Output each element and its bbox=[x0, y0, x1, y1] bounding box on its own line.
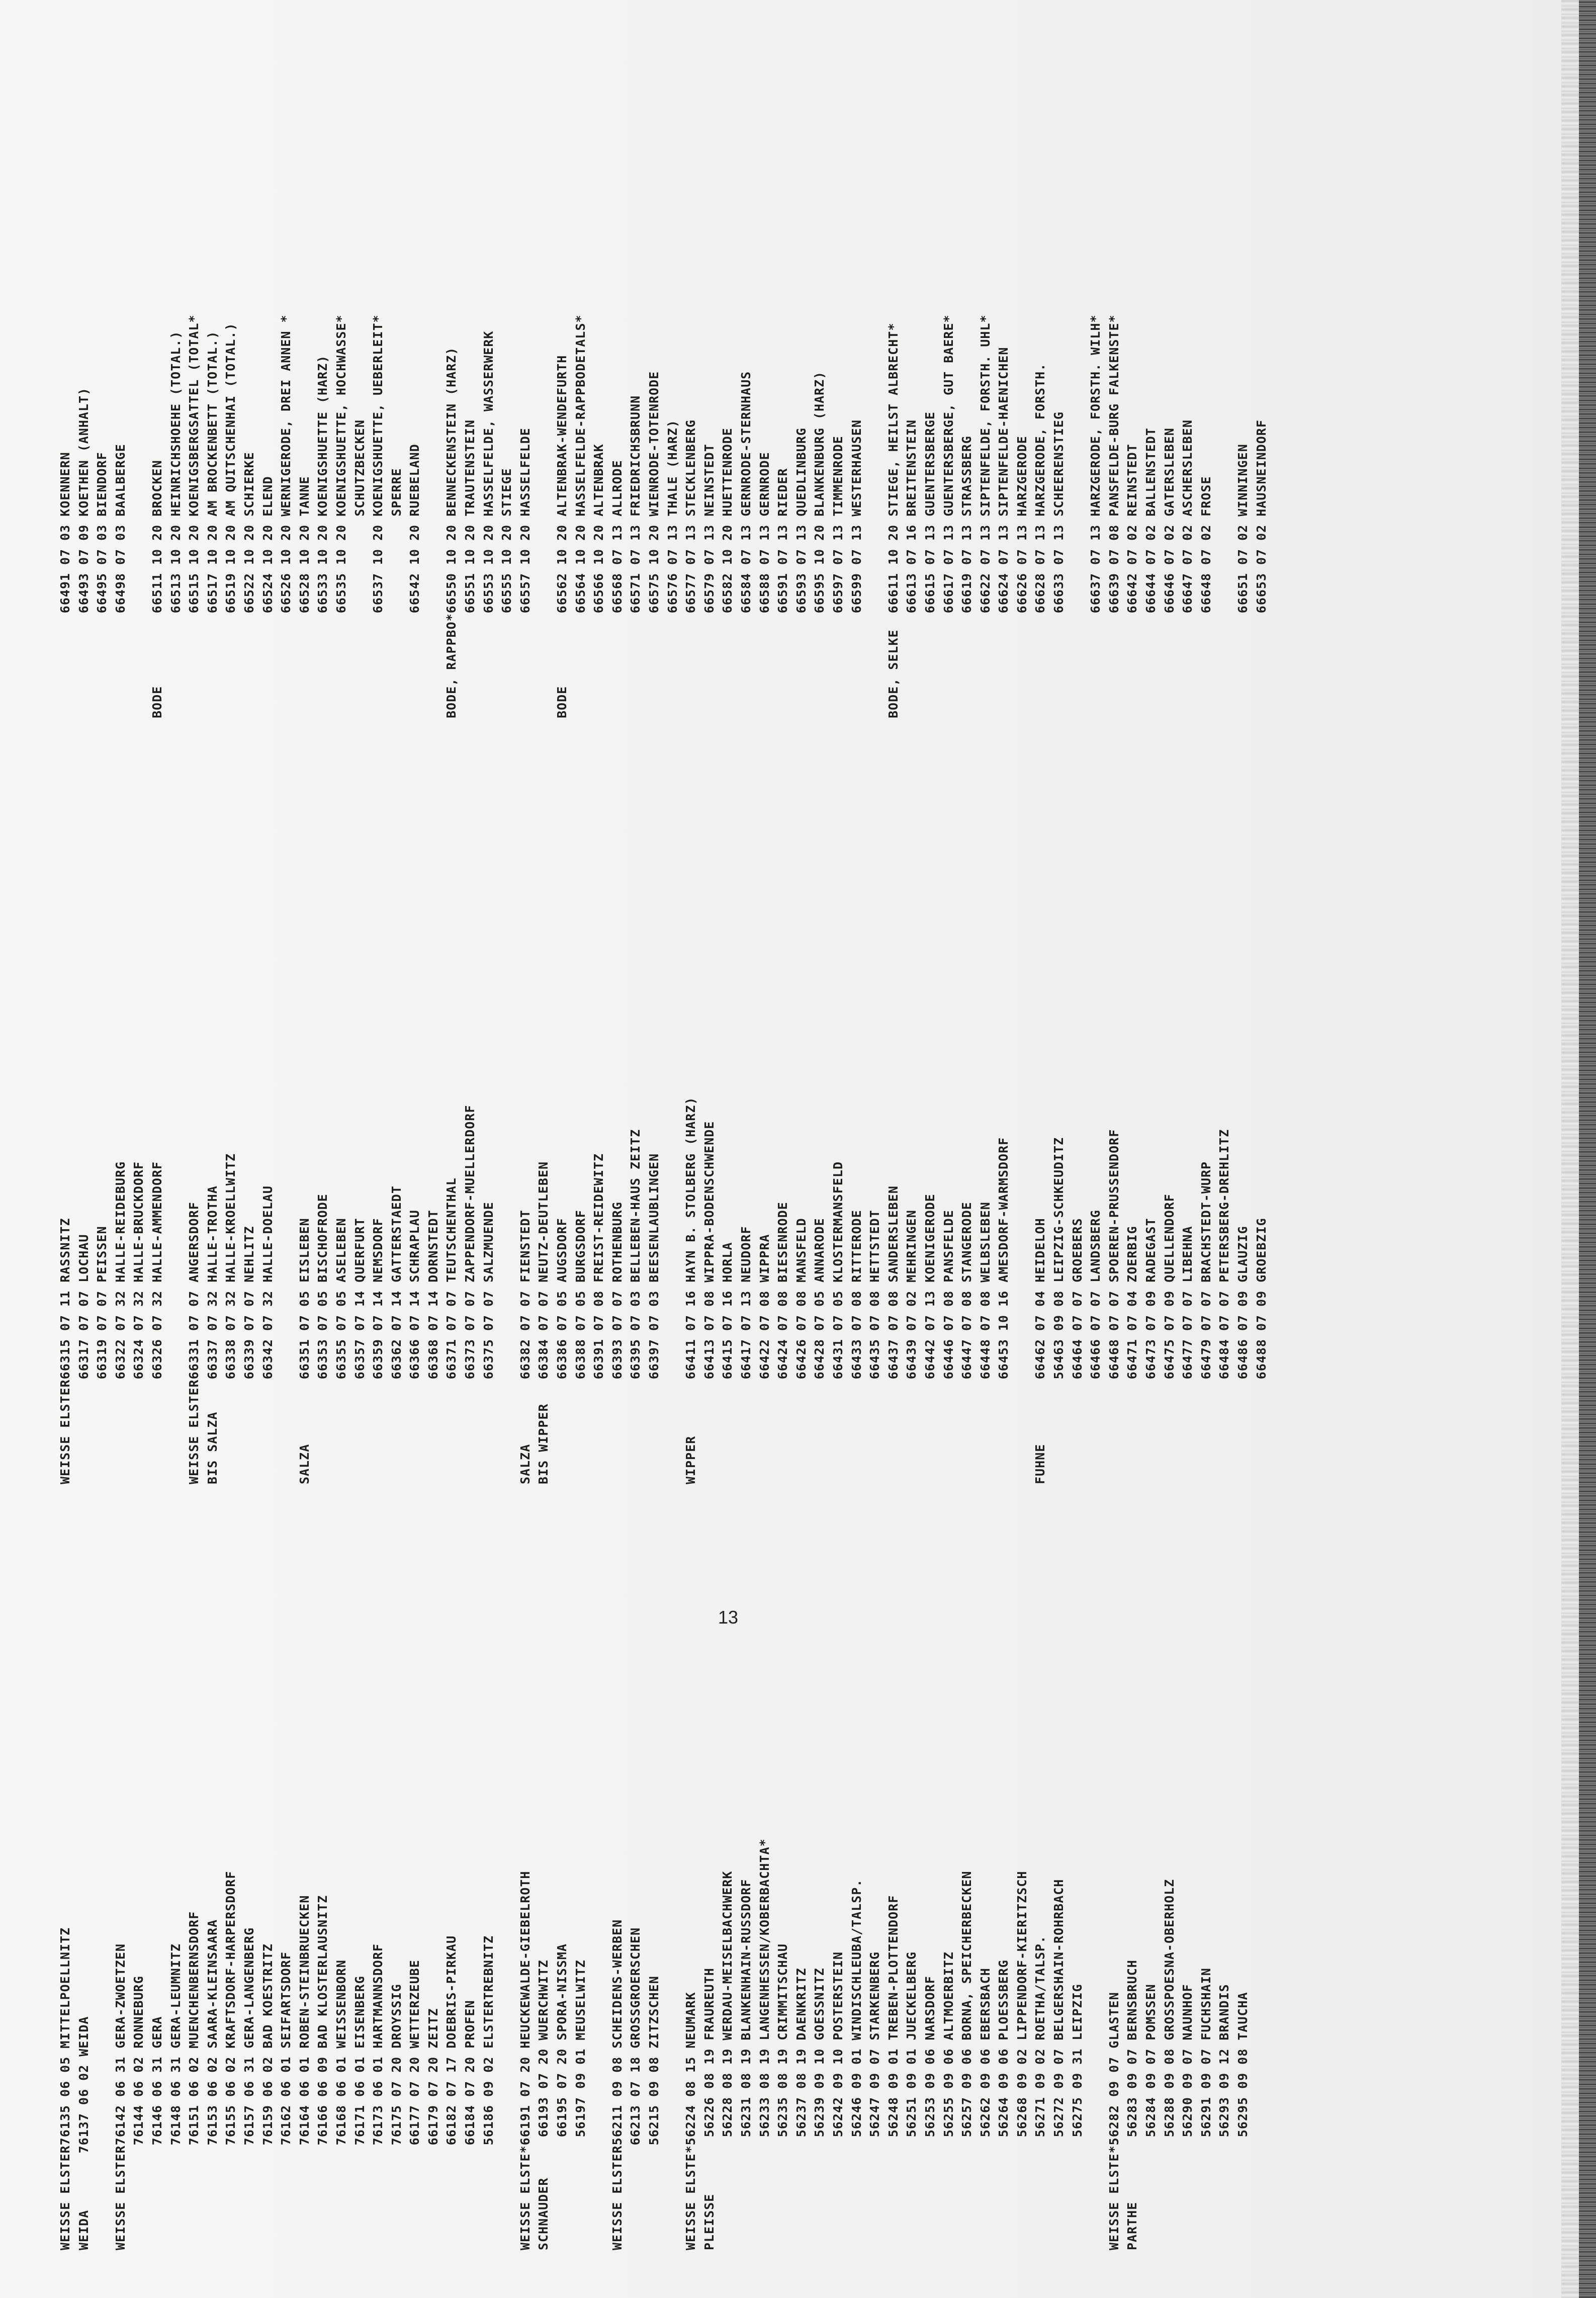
page-number: 13 bbox=[718, 1607, 739, 1628]
listing-column-1 bbox=[0, 1532, 1596, 2298]
listing-column-2 bbox=[0, 766, 1596, 1532]
station-listing-1: WEISSE ELSTER76135 06 05 MITTELPOELLNITZ WEIDA 76137 06 02 WEIDA WEISSE ELSTER76142 06 31 GERA-ZWOETZEN 76144 06 02 RONNEBURG 76146 06 31 GERA 76148 06 31 GERA-LEUMNITZ 76151 06 02 MUENCHENBERNSDORF 76153 06 02 SAARA-KLEINSAARA 76155 06 02 KRAFTSDORF-HARPERSDORF 76157 06 31 GERA-LANGENBERG 76159 06 02 BAD KOESTRITZ 76162 06 01 SEIFARTSDORF 76164 06 01 ROBEN-STEINBRUECKEN 76166 06 09 BAD KLOSTERLAUSNITZ 76168 06 01 WEISSENBORN 76171 06 01 EISENBERG 76173 06 01 HARTMANNSDORF 76175 07 20 DROYSSIG 66177 07 20 WETTERZEUBE 66179 07 20 ZEITZ 66182 07 17 DOEBRIS-PIRKAU 66184 07 20 PROFEN 56186 09 02 ELSTERTREBNITZ WEISSE ELSTE*66191 07 20 HEUCKEWALDE-GIEBELROTH SCHNAUDER 66193 07 20 WUERCHWITZ 66195 07 20 SPORA-NISSMA 56197 09 01 MEUSELWITZ WEISSE ELSTER56211 09 08 SCHEIDENS-WERBEN 66213 07 18 GROSSGROERSCHEN 56215 09 08 ZITZSCHEN WEISSE ELSTE*56224 08 15 NEUMARK PLEISSE 56226 08 19 FRAUREUTH 56228 08 19 WERDAU-MEISELBACHWERK 56231 08 19 BLANKENHAIN-RUSSDORF 56233 08 19 LANGENHESSEN/KOBERBACHTA* 56235 08 19 CRIMMITSCHAU 56237 08 19 DAENKRITZ 56239 09 10 GOESSNITZ 56242 09 10 POSTERSTEIN 56246 09 01 WINDISCHLEUBA/TALSP. 56247 09 07 STARKENBERG 56248 09 01 TREBEN-PLOTTENDORF 56251 09 01 JUECKELBERG 56253 09 06 NARSDORF 56255 09 06 ALTMOERBITZ 56257 09 06 BORNA, SPEICHERBECKEN 56262 09 06 EBERSBACH 56264 09 06 PLOESSBERG 56268 09 02 LIPPENDORF-KIERITZSCH 56271 09 02 ROETHA/TALSP. 56272 09 07 BELGERSHAIN-ROHRBACH 56275 09 31 LEIPZIG WEISSE ELSTE*56282 09 07 GLASTEN PARTHE 56283 09 07 BERNSBRUCH 56284 09 07 POMSSEN 56288 09 08 GROSSPOESNA-OBERHOLZ 56290 09 07 NAUNHOF 56291 09 07 FUCHSHAIN 56293 09 12 BRANDIS 56295 09 08 TAUCHA bbox=[58, 1838, 1250, 2250]
listing-column-3 bbox=[0, 0, 1596, 766]
station-listing-2: WEISSE ELSTER66315 07 11 RASSNITZ 66317 07 07 LOCHAU 66319 07 07 PEISSEN 66322 07 32 HALLE-REIDEBURG 66324 07 32 HALLE-BRUCKDORF 66326 07 32 HALLE-AMMENDORF WEISSE ELSTER66331 07 07 ANGERSDORF BIS SALZA 66337 07 32 HALLE-TROTHA 66338 07 32 HALLE-KROELLWITZ 66339 07 07 NEHLITZ 66342 07 32 HALLE-DOELAU SALZA 66351 07 05 EISLEBEN 66353 07 05 BISCHOFRODE 66355 07 05 ASELEBEN 66357 07 14 QUERFURT 66359 07 14 NEMSDORF 66362 07 14 GATTERSTAEDT 66366 07 14 SCHRAPLAU 66368 07 14 DORNSTEDT 66371 07 07 TEUTSCHENTHAL 66373 07 07 ZAPPENDORF-MUELLERDORF 66375 07 07 SALZMUENDE SALZA 66382 07 07 FIENSTEDT BIS WIPPER 66384 07 07 NEUTZ-DEUTLEBEN 66386 07 05 AUGSDORF 66388 07 05 BURGSDORF 66391 07 08 FREIST-REIDEWITZ 66393 07 07 ROTHENBURG 66395 07 03 BELLEBEN-HAUS ZEITZ 66397 07 03 BEESENLAUBLINGEN WIPPER 66411 07 16 HAYN B. STOLBERG (HARZ) 66413 07 08 WIPPRA-BODENSCHWENDE 66415 07 16 HORLA 66417 07 13 NEUDORF 66422 07 08 WIPPRA 66424 07 08 BIESENRODE 66426 07 08 MANSFELD 66428 07 05 ANNARODE 66431 07 05 KLOSTERMANSFELD 66433 07 08 RITTERODE 66435 07 08 HETTSTEDT 66437 07 08 SANDERSLEBEN 66439 07 02 MEHRINGEN 66442 07 13 KOENIGERODE 66446 07 08 PANSFELDE 66447 07 08 STANGERODE 66448 07 08 WELBSLEBEN 66453 10 16 AMESDORF-WARMSDORF FUHNE 66462 07 04 HEIDELOH 56463 09 08 LEIPZIG-SCHKEUDITZ 66464 07 07 GROEBERS 66466 07 07 LANDSBERG 66468 07 07 SPOEREN-PRUSSENDORF 66471 07 04 ZOERBIG 66473 07 09 RADEGAST 66475 07 09 QUELLENDORF 66477 07 07 LIBEHNA 66479 07 07 BRACHSTEDT-WURP 66484 07 07 PETERSBERG-DREHLITZ 66486 07 09 GLAUZIG 66488 07 09 GROEBZIG bbox=[58, 1096, 1269, 1484]
station-listing-3: 66491 07 03 KOENNERN 66493 07 09 KOETHEN (ANHALT) 66495 07 03 BIENDORF 66498 07 03 BAALBERGE BODE 66511 10 20 BROCKEN 66513 10 20 HEINRICHSHOEHE (TOTAL.) 66515 10 20 KOENIGSBERGSATTEL (TOTAL* 66517 10 20 AM BROCKENBETT (TOTAL.) 66519 10 20 AM QUITSCHENHAI (TOTAL.) 66522 10 20 SCHIERKE 66524 10 20 ELEND 66526 10 20 WERNIGERODE, DREI ANNEN * 66528 10 20 TANNE 66533 10 20 KOENIGSHUETTE (HARZ) 66535 10 20 KOENIGSHUETTE, HOCHWASSE* SCHUTZBECKEN 66537 10 20 KOENIGSHUETTE, UEBERLEIT* SPERRE 66542 10 20 RUEBELAND BODE, RAPPBO*66550 10 20 BENNECKENSTEIN (HARZ) 66551 10 20 TRAUTENSTEIN 66553 10 20 HASSELFELDE, WASSERWERK 66555 10 20 STIEGE 66557 10 20 HASSELFELDE BODE 66562 10 20 ALTENBRAK-WENDEFURTH 66564 10 20 HASSELFELDE-RAPPBODETALS* 66566 10 20 ALTENBRAK 66568 07 13 ALLRODE 66571 07 13 FRIEDRICHSBRUNN 66575 10 20 WIENRODE-TOTENRODE 66576 07 13 THALE (HARZ) 66577 07 13 STECKLENBERG 66579 07 13 NEINSTEDT 66582 10 20 HUETTENRODE 66584 07 13 GERNRODE-STERNHAUS 66588 07 13 GERNRODE 66591 07 13 RIEDER 66593 07 13 QUEDLINBURG 66595 10 20 BLANKENBURG (HARZ) 66597 07 13 TIMMENRODE 66599 07 13 WESTERHAUSEN BODE, SELKE 66611 10 20 STIEGE, HEILST ALBRECHT* 66613 07 16 BREITENSTEIN 66615 07 13 GUENTERSBERGE 66617 07 13 GUENTERSBERGE, GUT BAERE* 66619 07 13 STRASSBERG 66622 07 13 SIPTENFELDE, FORSTH. UHL* 66624 07 13 SIPTENFELDE-HAENICHEN 66626 07 13 HARZGERODE 66628 07 13 HARZGERODE, FORSTH. 66633 07 13 SCHEERENSTIEG 66637 07 13 HARZGERODE, FORSTH. WILH* 66639 07 08 PANSFELDE-BURG FALKENSTE* 66642 07 02 REINSTEDT 66644 07 02 BALLENSTEDT 66646 07 02 GATERSLEBEN 66647 07 02 ASCHERSLEBEN 66648 07 02 FROSE 66651 07 02 WINNINGEN 66653 07 02 HAUSNEINDORF bbox=[58, 314, 1269, 718]
